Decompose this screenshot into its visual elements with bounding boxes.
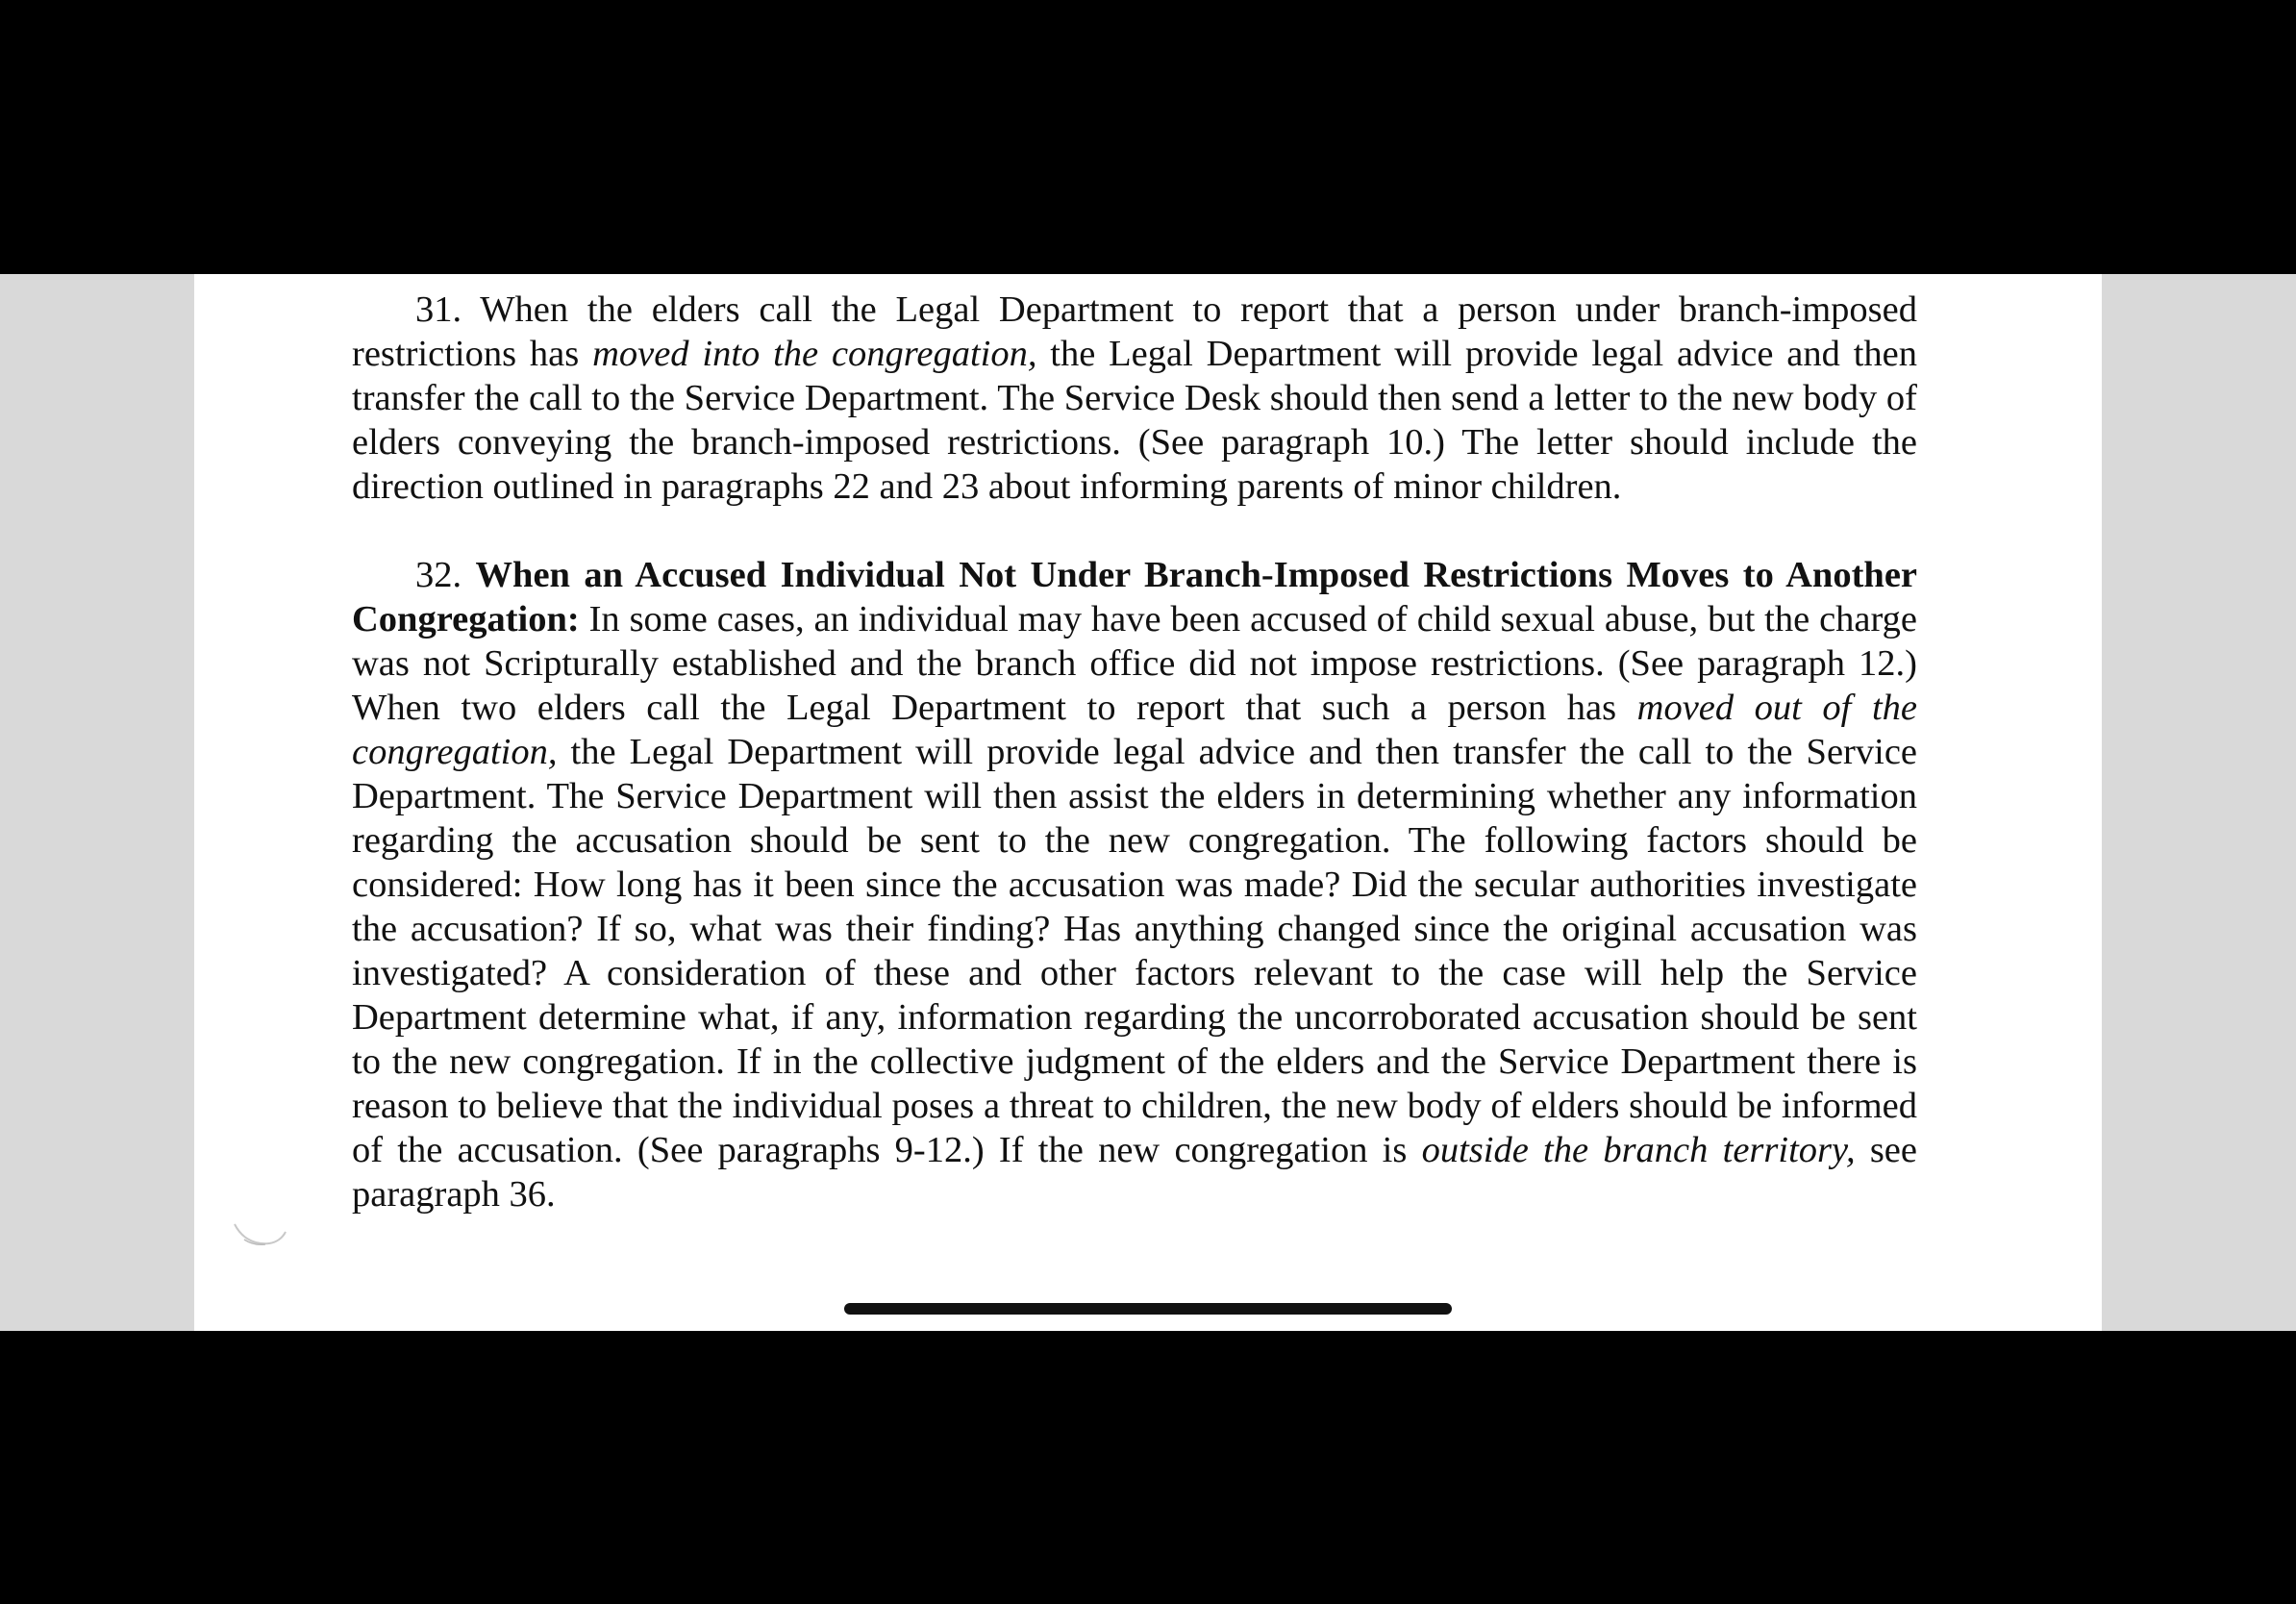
paragraph-number: 32. [415, 555, 462, 595]
paragraph-text: the Legal Department will provide legal advice and then transfer the call to the Service Department. The Service Department will then assist the elders in determining whether any information regarding the accusation should be sent to the new congregation. The following factors should be considered: How long has it been since the accusation was made? Did the secular authorities investigate the accusation? If so, what was their finding? Has anything changed since the original accusation was investigated? A consideration of these and other factors relevant to the case will help the Service Department determine what, if any, information regarding the uncorroborated accusation should be sent to the new congregation. If in the collective judgment of the elders and the Service Department there is reason to believe that the individual poses a threat to children, the new body of elders should be informed of the accusation. (See paragraphs 9-12.) If the new congregation is [352, 732, 1917, 1170]
paragraph-31 [352, 288, 1917, 509]
italic-phrase: outside the branch territory, [1421, 1130, 1856, 1170]
paragraph-text: the Legal Department will provide legal advice and then transfer the call to the Service Department. The Service Desk should then send a letter to the new body of elders conveying the branch-imposed restrictions. (See paragraph 10.) The letter should include the direction outlined in paragraphs 22 and 23 about informing parents of minor children. [352, 334, 1918, 507]
paragraph-text: In some cases, an individual may have been accused of child sexual abuse, but the charge was not Scripturally established and the branch office did not impose restrictions. (See paragraph 12.) When two elders call the Legal Department to report that such a person has [352, 599, 1917, 728]
home-indicator[interactable] [844, 1303, 1452, 1315]
document-text [352, 288, 1917, 1216]
right-margin [2102, 274, 2296, 1331]
paragraph-text: see paragraph 36. [352, 1130, 1917, 1215]
italic-phrase: moved into the congregation, [592, 334, 1037, 374]
scan-smudge [231, 1218, 288, 1251]
paragraph-number: 31. [415, 289, 462, 330]
left-margin [0, 274, 194, 1331]
italic-phrase: moved out of the congregation, [352, 688, 1917, 772]
paragraph-text: When the elders call the Legal Department to report that a person under branch-imposed restrictions has [352, 289, 1917, 374]
paragraph-32 [352, 553, 1917, 1216]
paragraph-heading: When an Accused Individual Not Under Branch-Imposed Restrictions Moves to Another Congregation: [352, 555, 1917, 639]
document-page [194, 274, 2102, 1331]
